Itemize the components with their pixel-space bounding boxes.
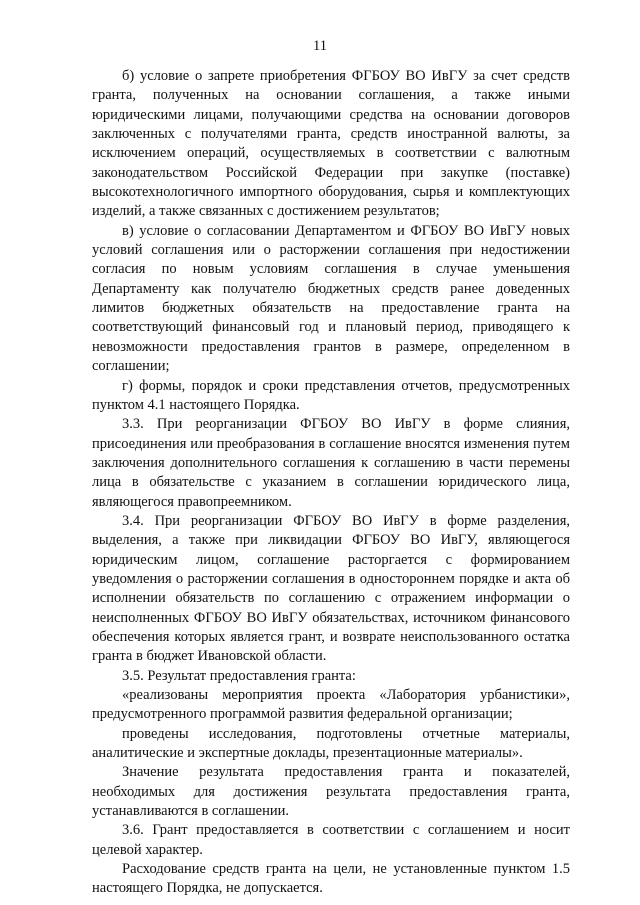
paragraph-3-6: 3.6. Грант предоставляется в соответствии с соглашением и носит целевой характер. — [92, 822, 570, 858]
paragraph-condition-b: б) условие о запрете приобретения ФГБОУ ВО ИвГУ за счет средств гранта, полученных на основании соглашения, а также иными юридическими лицами, получающими средства на основании договоров заключенных с получателями гранта, средств иностранной валюты, за исключением операций, осуществляемых в соответствии с валютным законодательством Российской Федерации при закупке (поставке) высокотехнологичного импортного оборудования, сырья и комплектующих изделий, а также связанных с достижением результатов; — [92, 68, 570, 220]
paragraph-3-4: 3.4. При реорганизации ФГБОУ ВО ИвГУ в форме разделения, выделения, а также при ликвидации ФГБОУ ВО ИвГУ, являющегося юридическим лицом, соглашение расторгается с формированием уведомления о расторжении соглашения в одностороннем порядке и акта об исполнении обязательств по соглашению с отражением информации о неисполненных ФГБОУ ВО ИвГУ обязательствах, источником финансового обеспечения которых является грант, и возврате неиспользованного остатка гранта в бюджет Ивановской области. — [92, 512, 570, 665]
paragraph-3-5: 3.5. Результат предоставления гранта: — [122, 667, 356, 684]
paragraph-result-research: проведены исследования, подготовлены отчетные материалы, аналитические и экспертные доклады, презентационные материалы». — [92, 725, 570, 762]
paragraph-spending: Расходование средств гранта на цели, не установленные пунктом 1.5 настоящего Порядка, не допускается. — [92, 861, 570, 897]
paragraph-condition-v: в) условие о согласовании Департаментом и ФГБОУ ВО ИвГУ новых условий соглашения или о расторжении соглашения при недостижении согласия по новым условиям соглашения в случае уменьшения Департаменту как получателю бюджетных средств ранее доведенных лимитов бюджетных обязательств на предоставление гранта на соответствующий финансовый год и плановый период, приводящего к невозможности предоставления грантов в размере, определенном в соглашении; — [92, 222, 570, 375]
page-number: 11 — [313, 38, 327, 54]
paragraph-result-value: Значение результата предоставления гранта и показателей, необходимых для достижения результата предоставления гранта, устанавливаются в соглашении. — [92, 764, 570, 820]
paragraph-condition-g: г) формы, порядок и сроки представления отчетов, предусмотренных пунктом 4.1 настоящего Порядка. — [92, 377, 570, 413]
document-body — [92, 67, 570, 899]
paragraph-result-project: «реализованы мероприятия проекта «Лаборатория урбанистики», предусмотренного программой развития федеральной организации; — [92, 687, 570, 723]
paragraph-3-3: 3.3. При реорганизации ФГБОУ ВО ИвГУ в форме слияния, присоединения или преобразования в соглашение вносятся изменения путем заключения дополнительного соглашения к соглашению в части перемены лица в обязательстве с указанием в соглашении юридического лица, являющегося правопреемником. — [92, 416, 570, 510]
